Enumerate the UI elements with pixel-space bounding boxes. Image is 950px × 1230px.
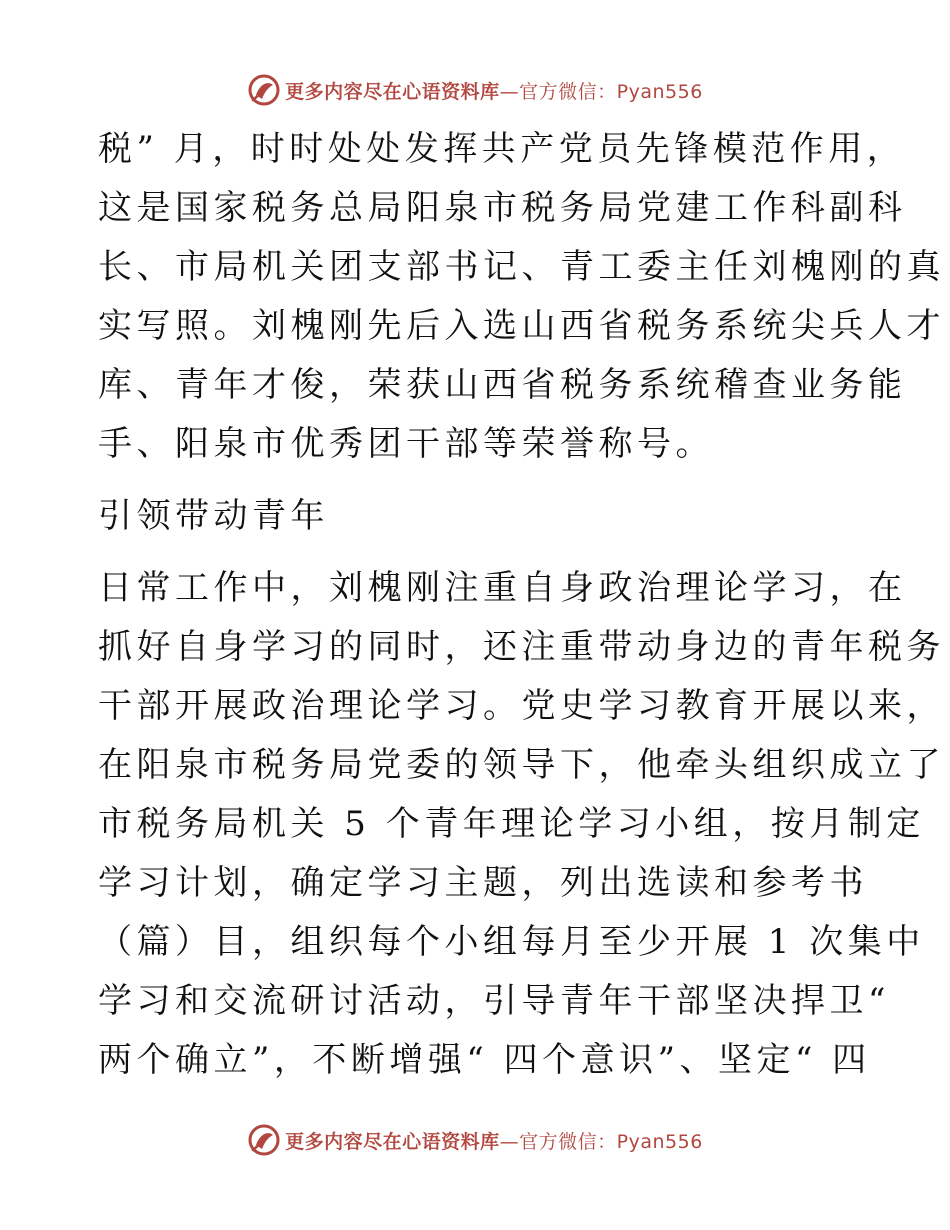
text-line: 日常工作中，刘槐刚注重自身政治理论学习，在 bbox=[98, 568, 907, 608]
text-line: 在阳泉市税务局党委的领导下，他牵头组织成立了 bbox=[98, 745, 945, 785]
header-banner bbox=[0, 70, 950, 110]
text-line: 长、市局机关团支部书记、青工委主任刘槐刚的真 bbox=[98, 247, 945, 287]
text-line: 学习和交流研讨活动，引导青年干部坚决捍卫“ bbox=[98, 981, 890, 1021]
text-line: 干部开展政治理论学习。党史学习教育开展以来， bbox=[98, 686, 945, 726]
text-line: （篇）目，组织每个小组每月至少开展 1 次集中 bbox=[98, 922, 925, 962]
logo-icon bbox=[247, 73, 281, 107]
text-line: 学习计划，确定学习主题，列出选读和参考书 bbox=[98, 863, 868, 903]
text-line: 库、青年才俊，荣获山西省税务系统稽查业务能 bbox=[98, 365, 907, 405]
text-line: 抓好自身学习的同时，还注重带动身边的青年税务 bbox=[98, 627, 945, 667]
text-line: 两个确立”，不断增强“ 四个意识”、坚定“ 四 bbox=[98, 1040, 871, 1080]
banner-contact: —官方微信：Pyan556 bbox=[499, 80, 703, 103]
banner-title: 更多内容尽在心语资料库 bbox=[285, 1130, 500, 1153]
logo-icon bbox=[247, 1123, 281, 1157]
text-line: 税” 月，时时处处发挥共产党员先锋模范作用， bbox=[98, 129, 906, 169]
paragraph-1 bbox=[98, 120, 945, 474]
document-body bbox=[98, 120, 945, 1090]
footer-banner bbox=[0, 1120, 950, 1160]
text-line: 市税务局机关 5 个青年理论学习小组，按月制定 bbox=[98, 804, 925, 844]
text-line: 这是国家税务总局阳泉市税务局党建工作科副科 bbox=[98, 188, 907, 228]
text-line: 实写照。刘槐刚先后入选山西省税务系统尖兵人才 bbox=[98, 306, 945, 346]
paragraph-2 bbox=[98, 559, 945, 1090]
section-heading: 引领带动青年 bbox=[98, 496, 329, 536]
text-line: 手、阳泉市优秀团干部等荣誉称号。 bbox=[98, 424, 714, 464]
banner-contact: —官方微信：Pyan556 bbox=[499, 1130, 703, 1153]
banner-title: 更多内容尽在心语资料库 bbox=[285, 80, 500, 103]
